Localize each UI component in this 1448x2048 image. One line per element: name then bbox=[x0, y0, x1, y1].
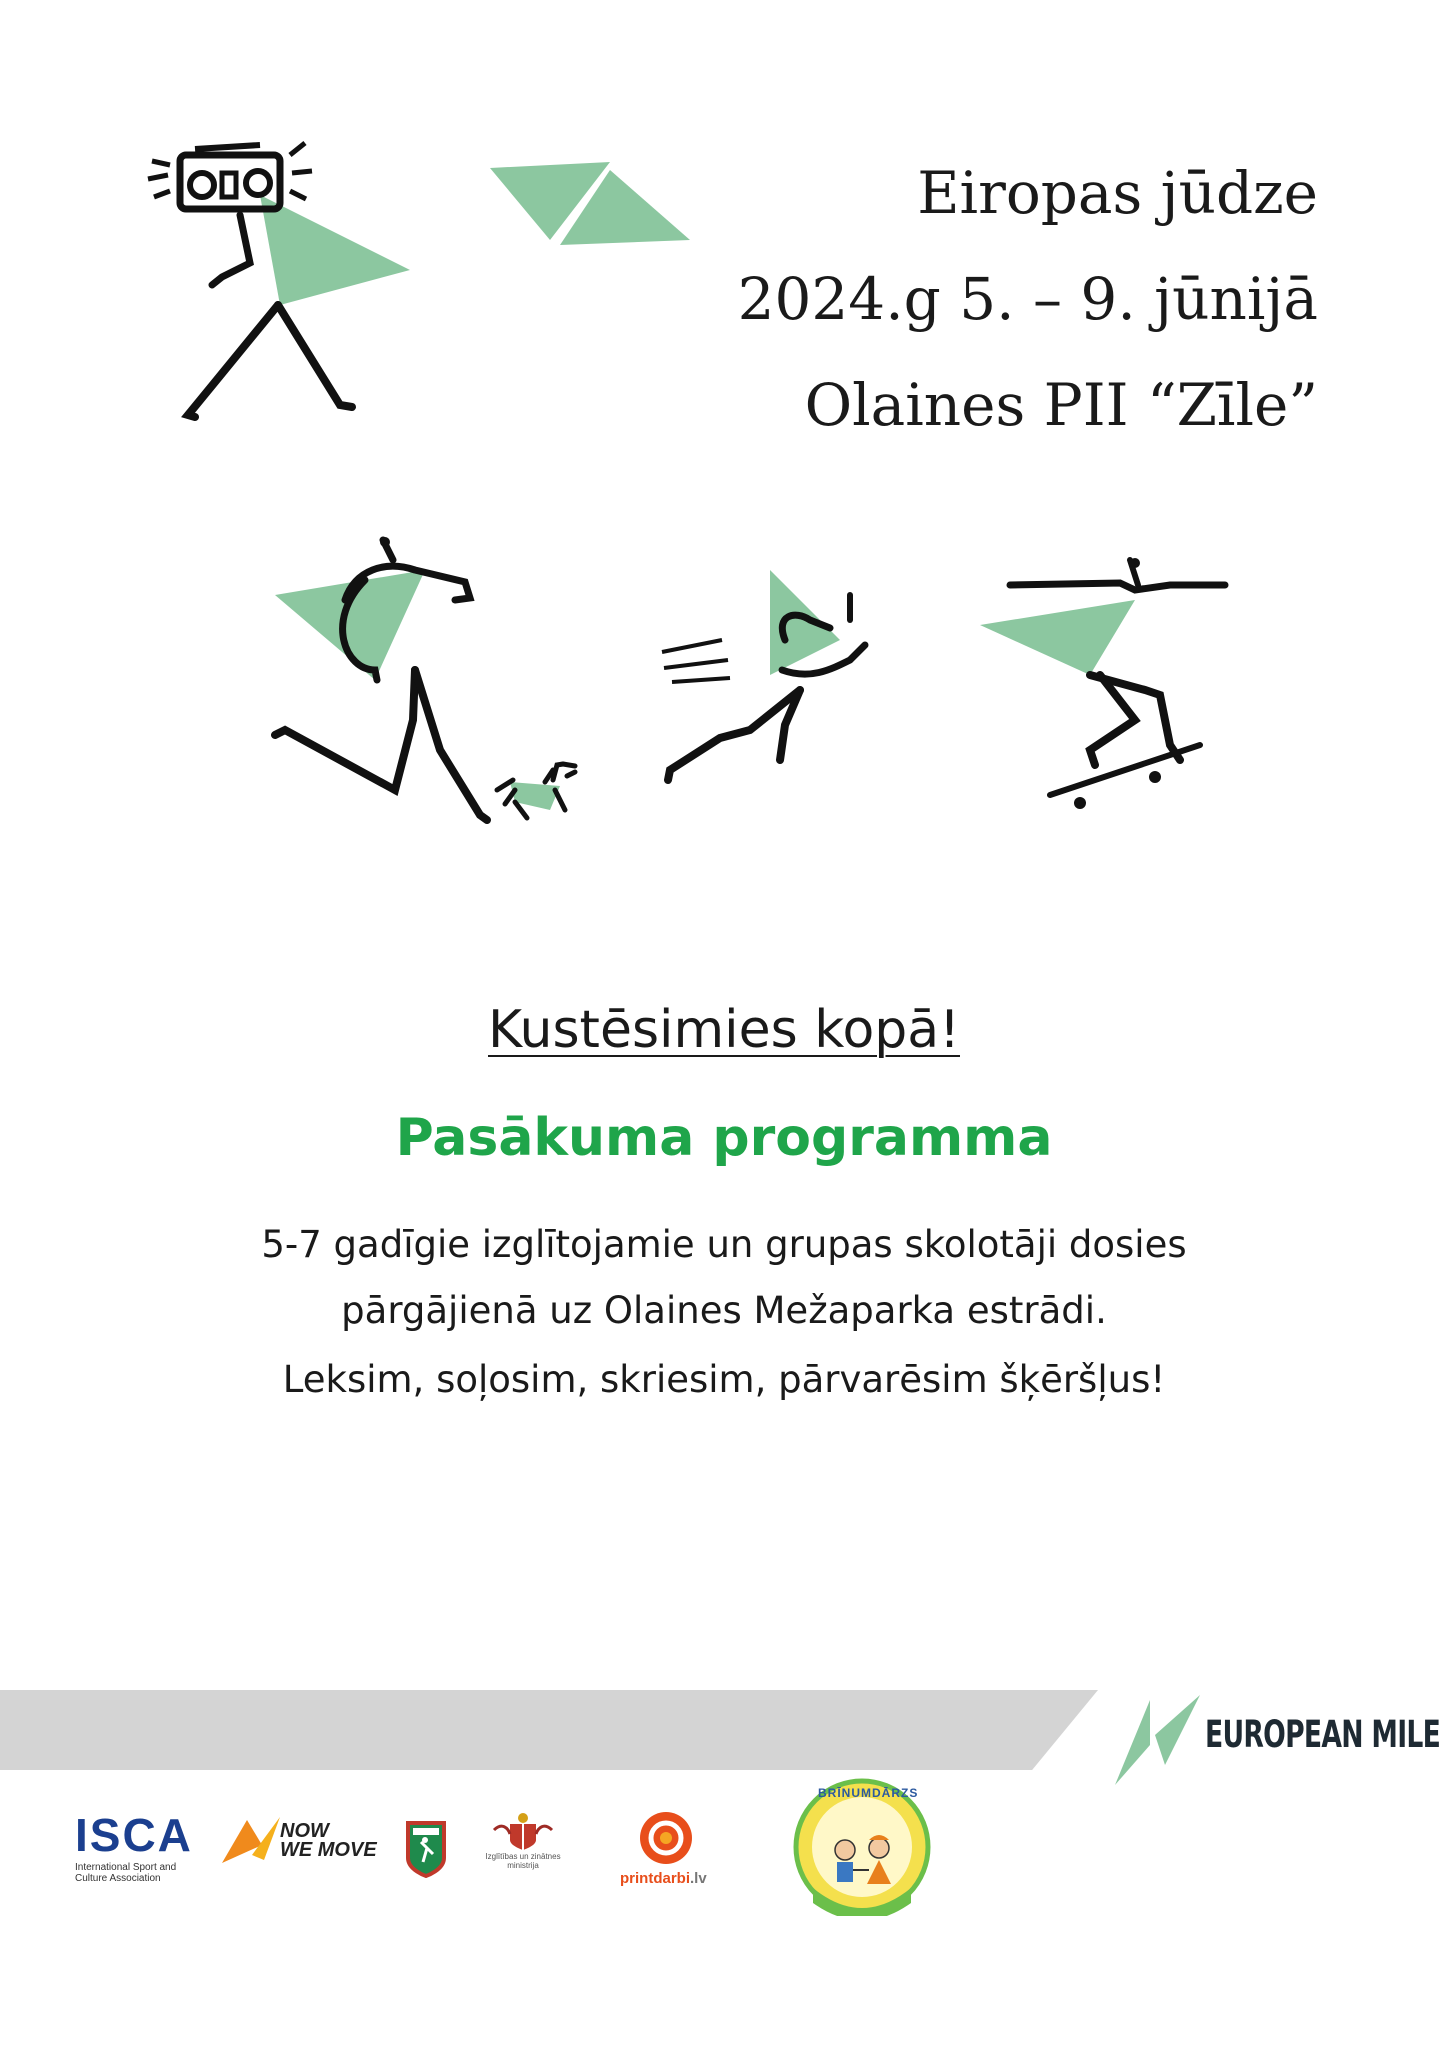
event-location: Olaines PII “Zīle” bbox=[804, 371, 1318, 439]
european-mile-logo-icon bbox=[1110, 1690, 1205, 1790]
walking-figure-illustration bbox=[140, 135, 430, 435]
slogan bbox=[0, 1000, 1448, 1060]
now-we-move-icon bbox=[222, 1815, 282, 1865]
sports-federation-shield-icon bbox=[405, 1820, 447, 1878]
running-figure-with-dog-illustration bbox=[265, 520, 595, 830]
program-title: Pasākuma programma bbox=[395, 1108, 1053, 1168]
event-title: Eiropas jūdze bbox=[917, 159, 1318, 227]
isca-logo-text: ISCA bbox=[75, 1809, 193, 1861]
brinumdarzs-logo-text: BRĪNUMDĀRZS bbox=[818, 1786, 919, 1800]
ministry-line-2: ministrija bbox=[507, 1861, 539, 1870]
printdarbi-text-main: printdarbi bbox=[620, 1870, 690, 1887]
now-we-move-logo bbox=[280, 1822, 377, 1860]
printdarbi-logo-text bbox=[620, 1870, 707, 1887]
skateboarder-illustration bbox=[970, 545, 1260, 815]
sprinting-figure-illustration bbox=[650, 560, 900, 800]
triangles-decoration bbox=[480, 150, 700, 250]
footer-gray-band bbox=[0, 1690, 1098, 1770]
isca-subtitle-1: International Sport and bbox=[75, 1862, 177, 1873]
event-header bbox=[738, 140, 1318, 458]
now-we-move-line-1: NOW bbox=[280, 1820, 329, 1842]
ministry-line-1: Izglītības un zinātnes bbox=[485, 1852, 561, 1861]
isca-logo bbox=[75, 1808, 205, 1884]
european-mile-text: EUROPEAN MILE bbox=[1205, 1713, 1441, 1756]
description-line-1: 5-7 gadīgie izglītojamie un grupas skolotāji dosies bbox=[261, 1223, 1187, 1266]
isca-subtitle-2: Culture Association bbox=[75, 1873, 161, 1884]
description-line-2: pārgājienā uz Olaines Mežaparka estrādi. bbox=[341, 1289, 1107, 1332]
slogan-text: Kustēsimies kopā! bbox=[488, 1000, 960, 1060]
now-we-move-line-2: WE MOVE bbox=[280, 1839, 377, 1861]
description-line-3: Leksim, soļosim, skriesim, pārvarēsim šķēršļus! bbox=[282, 1358, 1166, 1401]
printdarbi-logo-icon bbox=[638, 1810, 694, 1866]
ministry-logo-text bbox=[470, 1852, 576, 1870]
ministry-coat-of-arms-icon bbox=[488, 1810, 558, 1850]
program-description bbox=[0, 1212, 1448, 1344]
event-dates: 2024.g 5. – 9. jūnijā bbox=[737, 265, 1318, 333]
printdarbi-text-tld: .lv bbox=[690, 1870, 707, 1887]
